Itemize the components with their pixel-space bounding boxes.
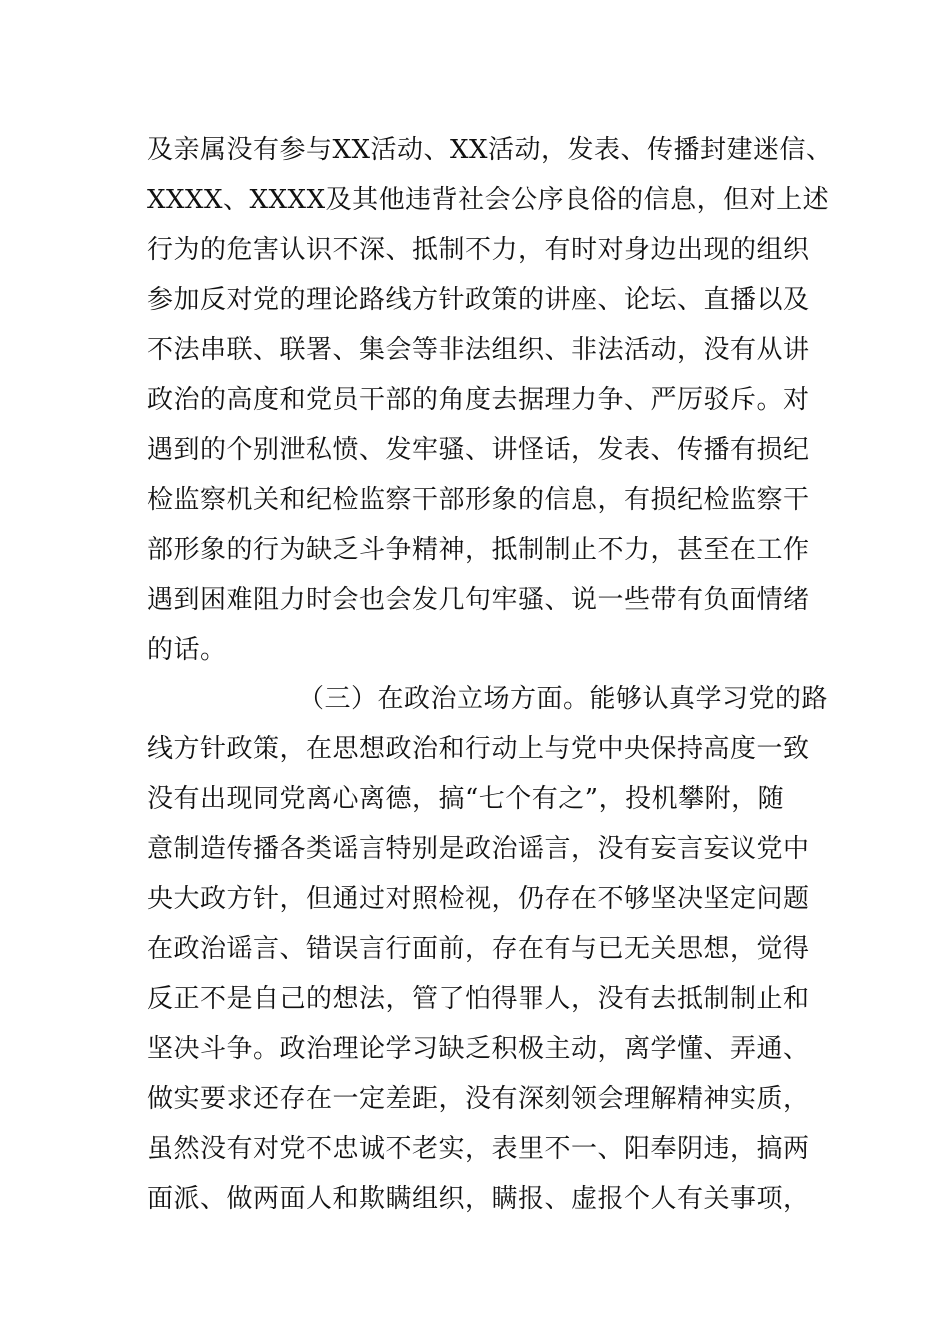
section-heading-line: （三）在政治立场方面。能够认真学习党的路 — [298, 684, 829, 714]
text-line: 在政治谣言、错误言行面前，存在有与已无关思想，觉得 — [147, 934, 810, 964]
text-line: 参加反对党的理论路线方针政策的讲座、论坛、直播以及 — [147, 285, 810, 315]
text-line: 意制造传播各类谣言特别是政治谣言，没有妄言妄议党中 — [147, 834, 810, 864]
text-line: 做实要求还存在一定差距，没有深刻领会理解精神实质， — [147, 1084, 810, 1114]
text-line: 线方针政策，在思想政治和行动上与党中央保持高度一致 — [147, 734, 810, 764]
text-line: 没有出现同党离心离德，搞“七个有之”，投机攀附，随 — [147, 784, 785, 814]
text-line: 行为的危害认识不深、抵制不力，有时对身边出现的组织 — [147, 235, 810, 265]
text-line: 央大政方针，但通过对照检视，仍存在不够坚决坚定问题 — [147, 884, 810, 914]
text-line: XXXX、XXXX及其他违背社会公序良俗的信息，但对上述 — [147, 185, 830, 215]
text-line: 及亲属没有参与XX活动、XX活动，发表、传播封建迷信、 — [147, 135, 833, 165]
text-line: 遇到的个别泄私愤、发牢骚、讲怪话，发表、传播有损纪 — [147, 435, 810, 465]
text-line: 面派、做两面人和欺瞒组织，瞒报、虚报个人有关事项， — [147, 1184, 810, 1214]
text-line: 的话。 — [147, 635, 227, 665]
text-line: 坚决斗争。政治理论学习缺乏积极主动，离学懂、弄通、 — [147, 1034, 810, 1064]
text-line: 部形象的行为缺乏斗争精神，抵制制止不力，甚至在工作 — [147, 535, 810, 565]
text-line: 检监察机关和纪检监察干部形象的信息，有损纪检监察干 — [147, 485, 810, 515]
text-line: 政治的高度和党员干部的角度去据理力争、严厉驳斥。对 — [147, 385, 810, 415]
text-line: 遇到困难阻力时会也会发几句牢骚、说一些带有负面情绪 — [147, 585, 810, 615]
text-line: 虽然没有对党不忠诚不老实，表里不一、阳奉阴违，搞两 — [147, 1134, 810, 1164]
text-line: 反正不是自己的想法，管了怕得罪人，没有去抵制制止和 — [147, 984, 810, 1014]
text-line: 不法串联、联署、集会等非法组织、非法活动，没有从讲 — [147, 335, 810, 365]
